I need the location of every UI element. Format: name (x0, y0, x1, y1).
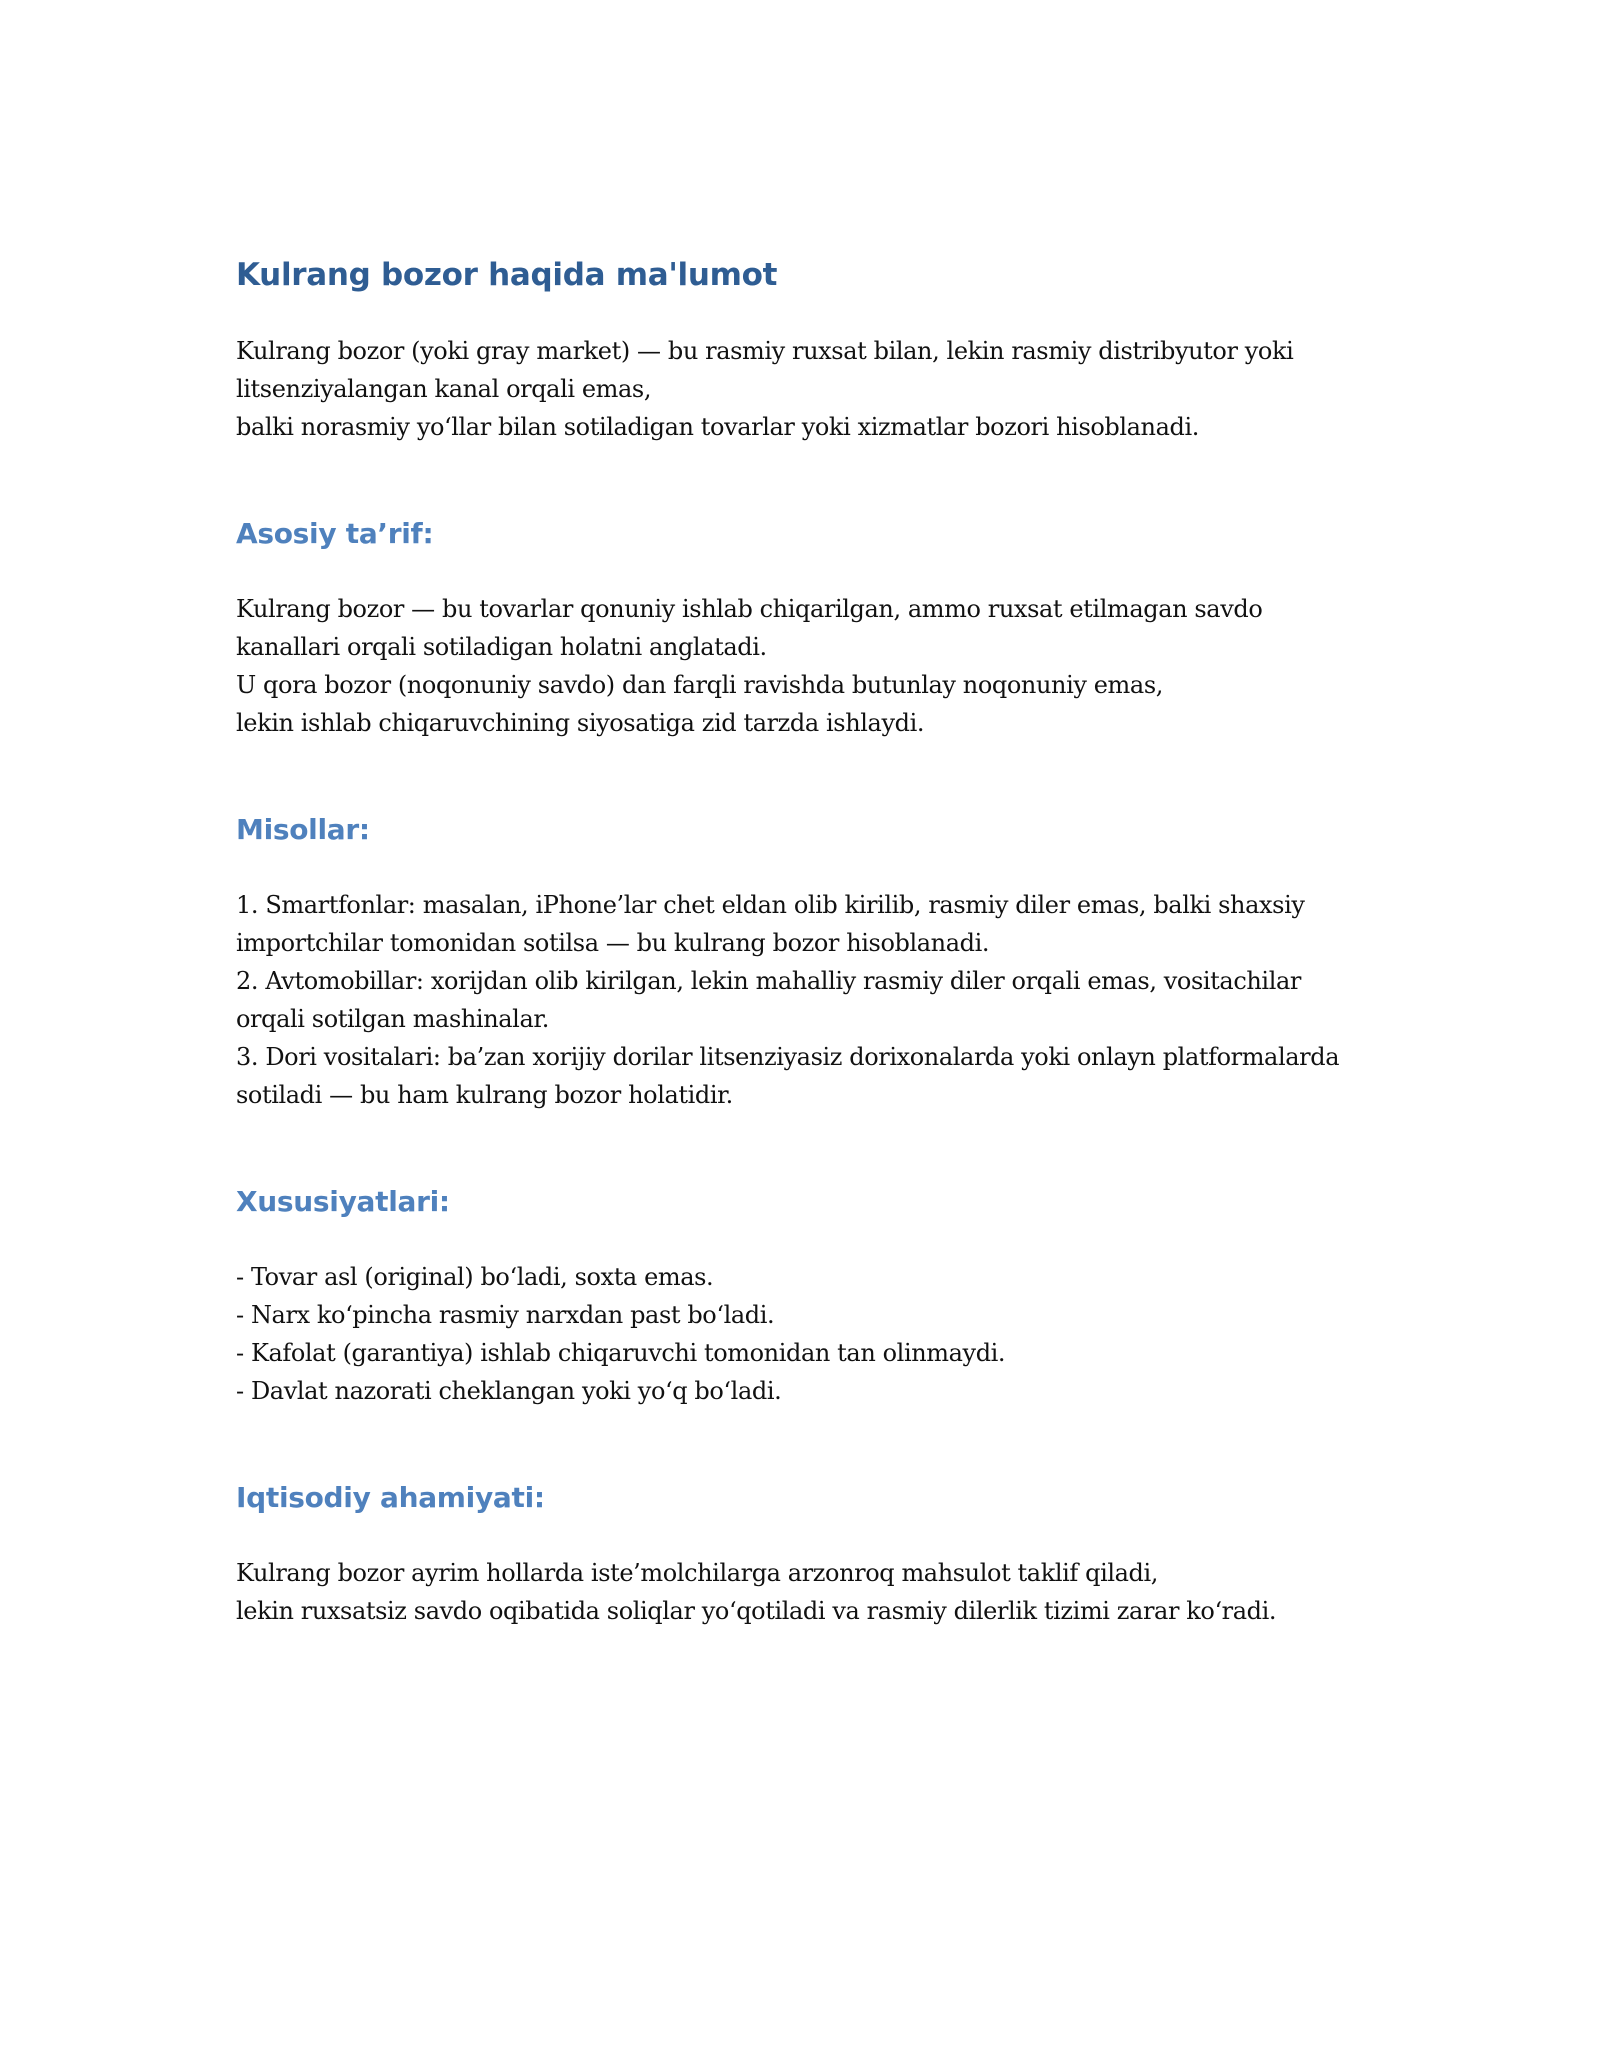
section-heading-economic: Iqtisodiy ahamiyati: (236, 1481, 545, 1514)
body-line: sotiladi — bu ham kulrang bozor holatidir. (236, 1081, 733, 1109)
body-line: 3. Dori vositalari: ba’zan xorijiy dorilar litsenziyasiz dorixonalarda yoki onlayn platformalarda (236, 1043, 1340, 1071)
body-line: - Narx ko‘pincha rasmiy narxdan past bo‘ladi. (236, 1301, 775, 1329)
section-heading-examples: Misollar: (236, 813, 370, 846)
body-line: importchilar tomonidan sotilsa — bu kulrang bozor hisoblanadi. (236, 929, 990, 957)
body-line: orqali sotilgan mashinalar. (236, 1005, 550, 1033)
body-line: U qora bozor (noqonuniy savdo) dan farqli ravishda butunlay noqonuniy emas, (236, 671, 1163, 699)
section-body-features (236, 1258, 1366, 1410)
document-content (236, 250, 1366, 1630)
intro-line: Kulrang bozor (yoki gray market) — bu rasmiy ruxsat bilan, lekin rasmiy distribyutor yoki (236, 337, 1294, 365)
section-heading-features: Xususiyatlari: (236, 1185, 450, 1218)
body-line: lekin ishlab chiqaruvchining siyosatiga zid tarzda ishlaydi. (236, 709, 925, 737)
body-line: kanallari orqali sotiladigan holatni anglatadi. (236, 633, 767, 661)
document-title: Kulrang bozor haqida ma'lumot (236, 257, 778, 293)
body-line: Kulrang bozor ayrim hollarda iste’molchilarga arzonroq mahsulot taklif qiladi, (236, 1559, 1158, 1587)
section-body-definition (236, 590, 1366, 742)
intro-line: balki norasmiy yo‘llar bilan sotiladigan tovarlar yoki xizmatlar bozori hisoblanadi. (236, 413, 1199, 441)
body-line: Kulrang bozor — bu tovarlar qonuniy ishlab chiqarilgan, ammo ruxsat etilmagan savdo (236, 595, 1263, 623)
body-line: - Kafolat (garantiya) ishlab chiqaruvchi tomonidan tan olinmaydi. (236, 1339, 1006, 1367)
body-line: 1. Smartfonlar: masalan, iPhone’lar chet eldan olib kirilib, rasmiy diler emas, balki shaxsiy (236, 891, 1305, 919)
body-line: - Davlat nazorati cheklangan yoki yo‘q bo‘ladi. (236, 1377, 782, 1405)
body-line: 2. Avtomobillar: xorijdan olib kirilgan, lekin mahalliy rasmiy diler orqali emas, vositachilar (236, 967, 1301, 995)
body-line: - Tovar asl (original) bo‘ladi, soxta emas. (236, 1263, 714, 1291)
intro-line: litsenziyalangan kanal orqali emas, (236, 375, 652, 403)
body-line: lekin ruxsatsiz savdo oqibatida soliqlar yo‘qotiladi va rasmiy dilerlik tizimi zarar ko‘radi. (236, 1597, 1277, 1625)
section-heading-definition: Asosiy ta’rif: (236, 517, 434, 550)
section-body-economic (236, 1554, 1366, 1630)
section-body-examples (236, 886, 1366, 1114)
intro-paragraph (236, 332, 1366, 446)
